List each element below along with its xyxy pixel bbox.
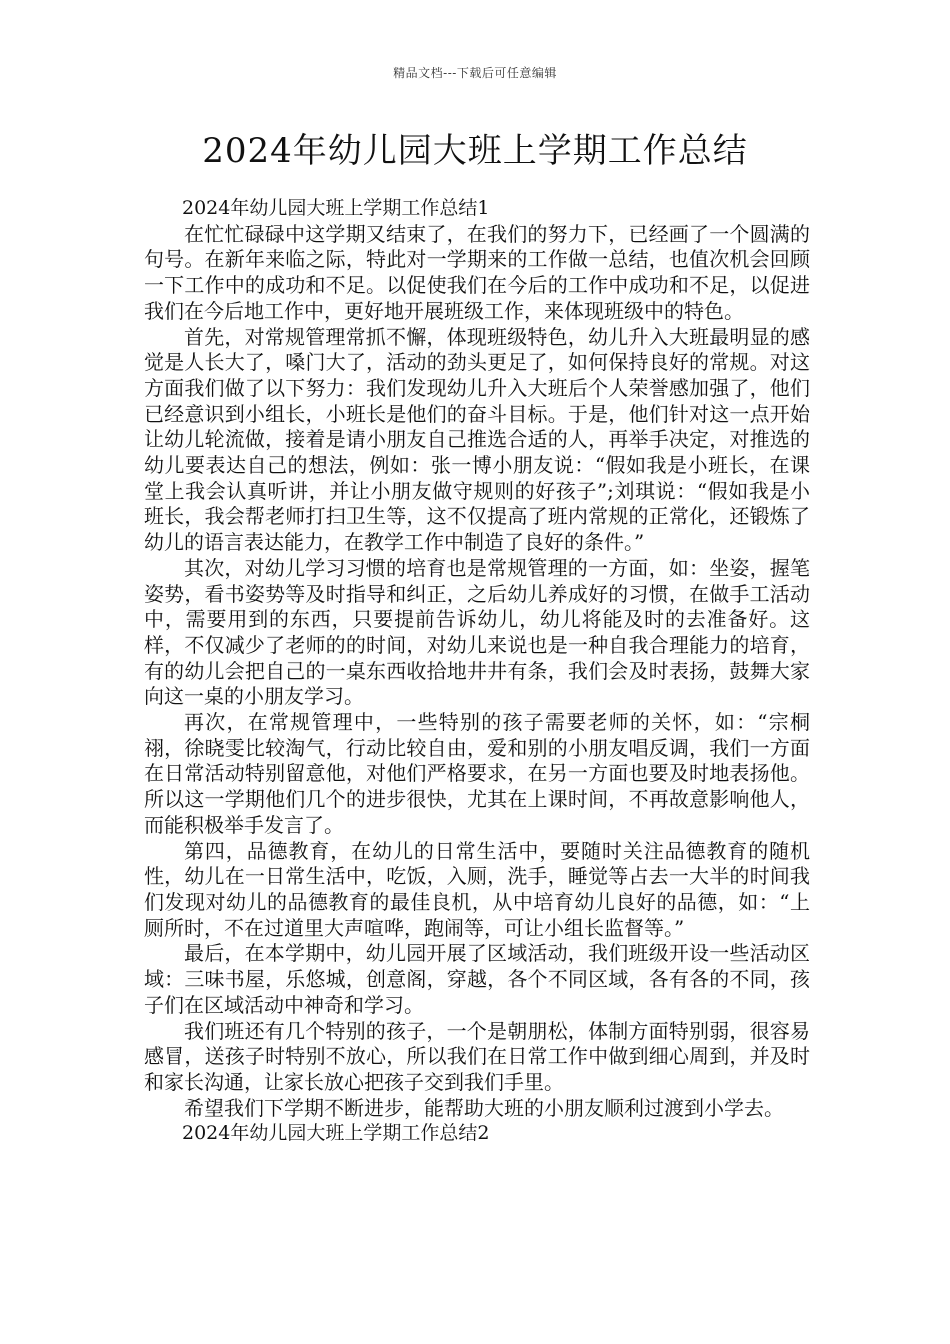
paragraph-fourth: 第四，品德教育，在幼儿的日常生活中，要随时关注品德教育的随机性，幼儿在一日常生活中，吃饭，入厕，洗手，睡觉等占去一大半的时间我们发现对幼儿的品德教育的最佳良机，从中培育幼儿良好的品德，如：“上厕所时，不在过道里大声喧哗，跑闹等，可让小组长监督等。”: [144, 838, 810, 940]
paragraph-first: 首先，对常规管理常抓不懈，体现班级特色，幼儿升入大班最明显的感觉是人长大了，嗓门大了，活动的劲头更足了，如何保持良好的常规。对这方面我们做了以下努力：我们发现幼儿升入大班后个人荣誉感加强了，他们已经意识到小组长，小班长是他们的奋斗目标。于是，他们针对这一点开始让幼儿轮流做，接着是请小朋友自己推选合适的人，再举手决定，对推选的幼儿要表达自己的想法，例如：张一博小朋友说：“假如我是小班长，在课堂上我会认真听讲，并让小朋友做守规则的好孩子”;刘琪说：“假如我是小班长，我会帮老师打扫卫生等，这不仅提高了班内常规的正常化，还锻炼了幼儿的语言表达能力，在教学工作中制造了良好的条件。”: [144, 324, 810, 555]
paragraph-intro: 在忙忙碌碌中这学期又结束了，在我们的努力下，已经画了一个圆满的句号。在新年来临之际，特此对一学期来的工作做一总结，也值次机会回顾一下工作中的成功和不足。以促使我们在今后的工作中成功和不足，以促进我们在今后地工作中，更好地开展班级工作，来体现班级中的特色。: [144, 221, 810, 323]
paragraph-last: 最后，在本学期中，幼儿园开展了区域活动，我们班级开设一些活动区域：三味书屋，乐悠城，创意阁，穿越，各个不同区域，各有各的不同，孩子们在区域活动中神奇和学习。: [144, 941, 810, 1017]
document-title: 2024年幼儿园大班上学期工作总结: [202, 131, 748, 171]
paragraph-special-children: 我们班还有几个特别的孩子，一个是朝朋松，体制方面特别弱，很容易感冒，送孩子时特别不放心，所以我们在日常工作中做到细心周到，并及时和家长沟通，让家长放心把孩子交到我们手里。: [144, 1018, 810, 1094]
paragraph-hope: 希望我们下学期不断进步，能帮助大班的小朋友顺利过渡到小学去。: [184, 1095, 784, 1120]
section-heading-1: 2024年幼儿园大班上学期工作总结1: [182, 197, 490, 219]
section-heading-2: 2024年幼儿园大班上学期工作总结2: [182, 1122, 490, 1145]
document-body: [144, 196, 810, 1147]
paragraph-third: 再次，在常规管理中，一些特别的孩子需要老师的关怀，如：“宗桐祤，徐晓雯比较淘气，行动比较自由，爱和别的小朋友唱反调，我们一方面在日常活动特别留意他，对他们严格要求，在另一方面也要及时地表扬他。所以这一学期他们几个的进步很快，尤其在上课时间，不再故意影响他人，而能积极举手发言了。: [144, 710, 810, 837]
paragraph-second: 其次，对幼儿学习习惯的培育也是常规管理的一方面，如：坐姿，握笔姿势，看书姿势等及时指导和纠正，之后幼儿养成好的习惯，在做手工活动中，需要用到的东西，只要提前告诉幼儿，幼儿将能及时的去准备好。这样，不仅减少了老师的的时间，对幼儿来说也是一种自我合理能力的培育，有的幼儿会把自己的一桌东西收拾地井井有条，我们会及时表扬，鼓舞大家向这一桌的小朋友学习。: [144, 555, 810, 709]
header-note: 精品文档---下载后可任意编辑: [393, 66, 557, 80]
